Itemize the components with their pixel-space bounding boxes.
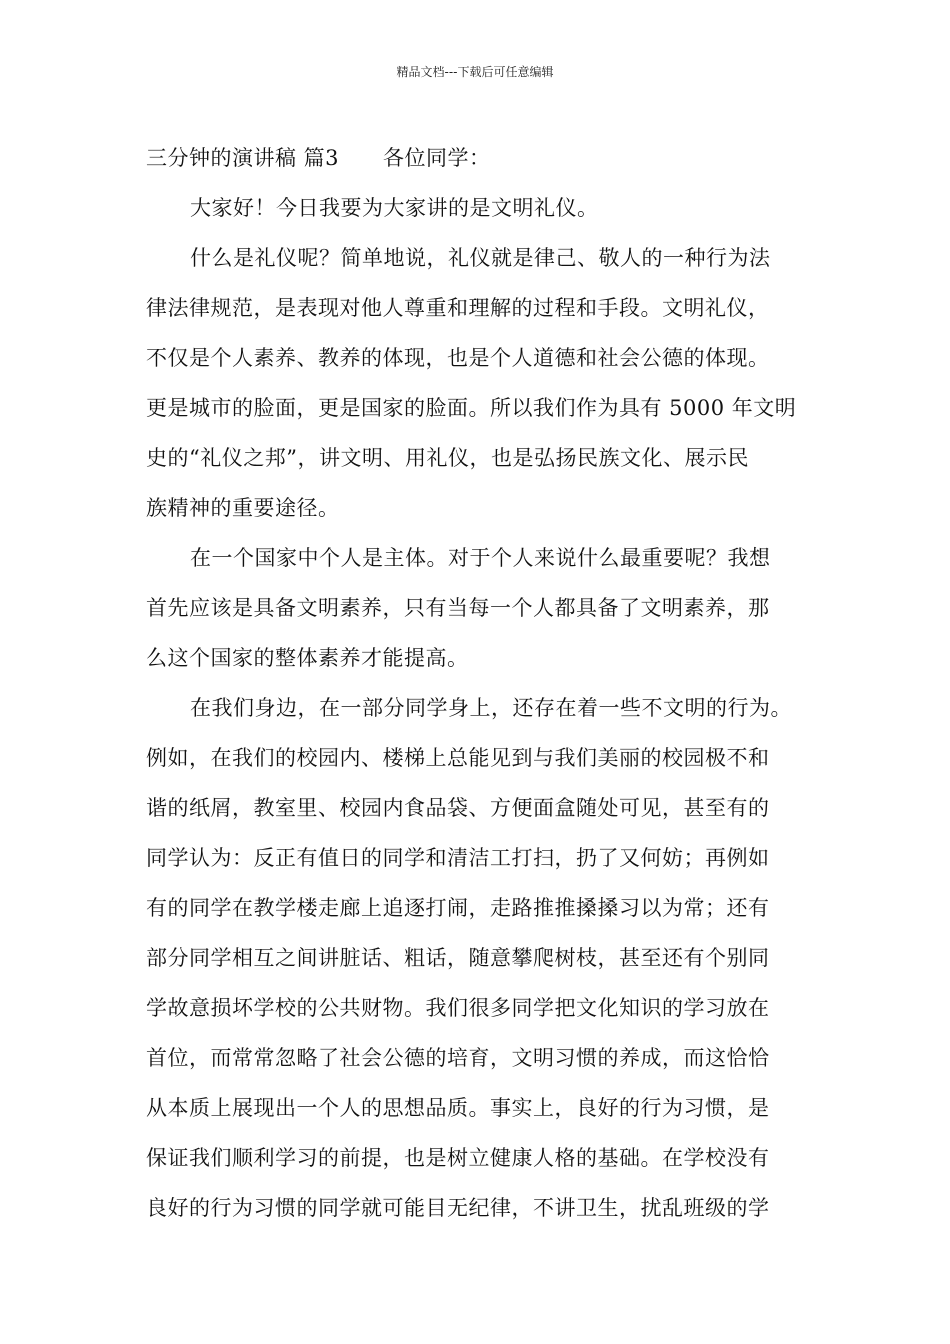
paragraph-line: 大家好！今日我要为大家讲的是文明礼仪。 (190, 196, 599, 220)
paragraph-line: 首位，而常常忽略了社会公德的培育，文明习惯的养成，而这恰恰 (146, 1046, 770, 1070)
paragraph-line: 更是城市的脸面，更是国家的脸面。所以我们作为具有 5000 年文明 (146, 396, 797, 420)
page-header: 精品文档---下载后可任意编辑 (396, 65, 554, 79)
paragraph-line: 同学认为：反正有值日的同学和清洁工打扫，扔了又何妨；再例如 (146, 846, 770, 870)
document-title: 三分钟的演讲稿 篇3 (146, 146, 340, 170)
paragraph-line: 有的同学在教学楼走廊上追逐打闹，走路推推搡搡习以为常；还有 (146, 896, 770, 920)
salutation: 各位同学： (383, 146, 491, 170)
paragraph-line: 不仅是个人素养、教养的体现，也是个人道德和社会公德的体现。 (146, 346, 770, 370)
paragraph-line: 什么是礼仪呢？简单地说，礼仪就是律己、敬人的一种行为法 (190, 246, 771, 270)
paragraph-line: 首先应该是具备文明素养，只有当每一个人都具备了文明素养，那 (146, 596, 770, 620)
document-body (146, 133, 810, 1233)
paragraph-line: 良好的行为习惯的同学就可能目无纪律，不讲卫生，扰乱班级的学 (146, 1196, 770, 1220)
paragraph-line: 学故意损坏学校的公共财物。我们很多同学把文化知识的学习放在 (146, 996, 770, 1020)
paragraph-line: 在一个国家中个人是主体。对于个人来说什么最重要呢？我想 (190, 546, 771, 570)
paragraph-line: 族精神的重要途径。 (146, 496, 340, 520)
paragraph-line: 部分同学相互之间讲脏话、粗话，随意攀爬树枝，甚至还有个别同 (146, 946, 770, 970)
title-line (146, 133, 810, 183)
paragraph-line: 律法律规范，是表现对他人尊重和理解的过程和手段。文明礼仪， (146, 296, 770, 320)
paragraph-line: 从本质上展现出一个人的思想品质。事实上，良好的行为习惯，是 (146, 1096, 770, 1120)
paragraph-line: 在我们身边，在一部分同学身上，还存在着一些不文明的行为。 (190, 696, 792, 720)
paragraph-line: 么这个国家的整体素养才能提高。 (146, 646, 469, 670)
paragraph-line: 谐的纸屑，教室里、校园内食品袋、方便面盒随处可见，甚至有的 (146, 796, 770, 820)
paragraph-line: 例如，在我们的校园内、楼梯上总能见到与我们美丽的校园极不和 (146, 746, 770, 770)
paragraph-line: 保证我们顺利学习的前提，也是树立健康人格的基础。在学校没有 (146, 1146, 770, 1170)
paragraph-line: 史的“礼仪之邦”，讲文明、用礼仪，也是弘扬民族文化、展示民 (146, 446, 749, 470)
